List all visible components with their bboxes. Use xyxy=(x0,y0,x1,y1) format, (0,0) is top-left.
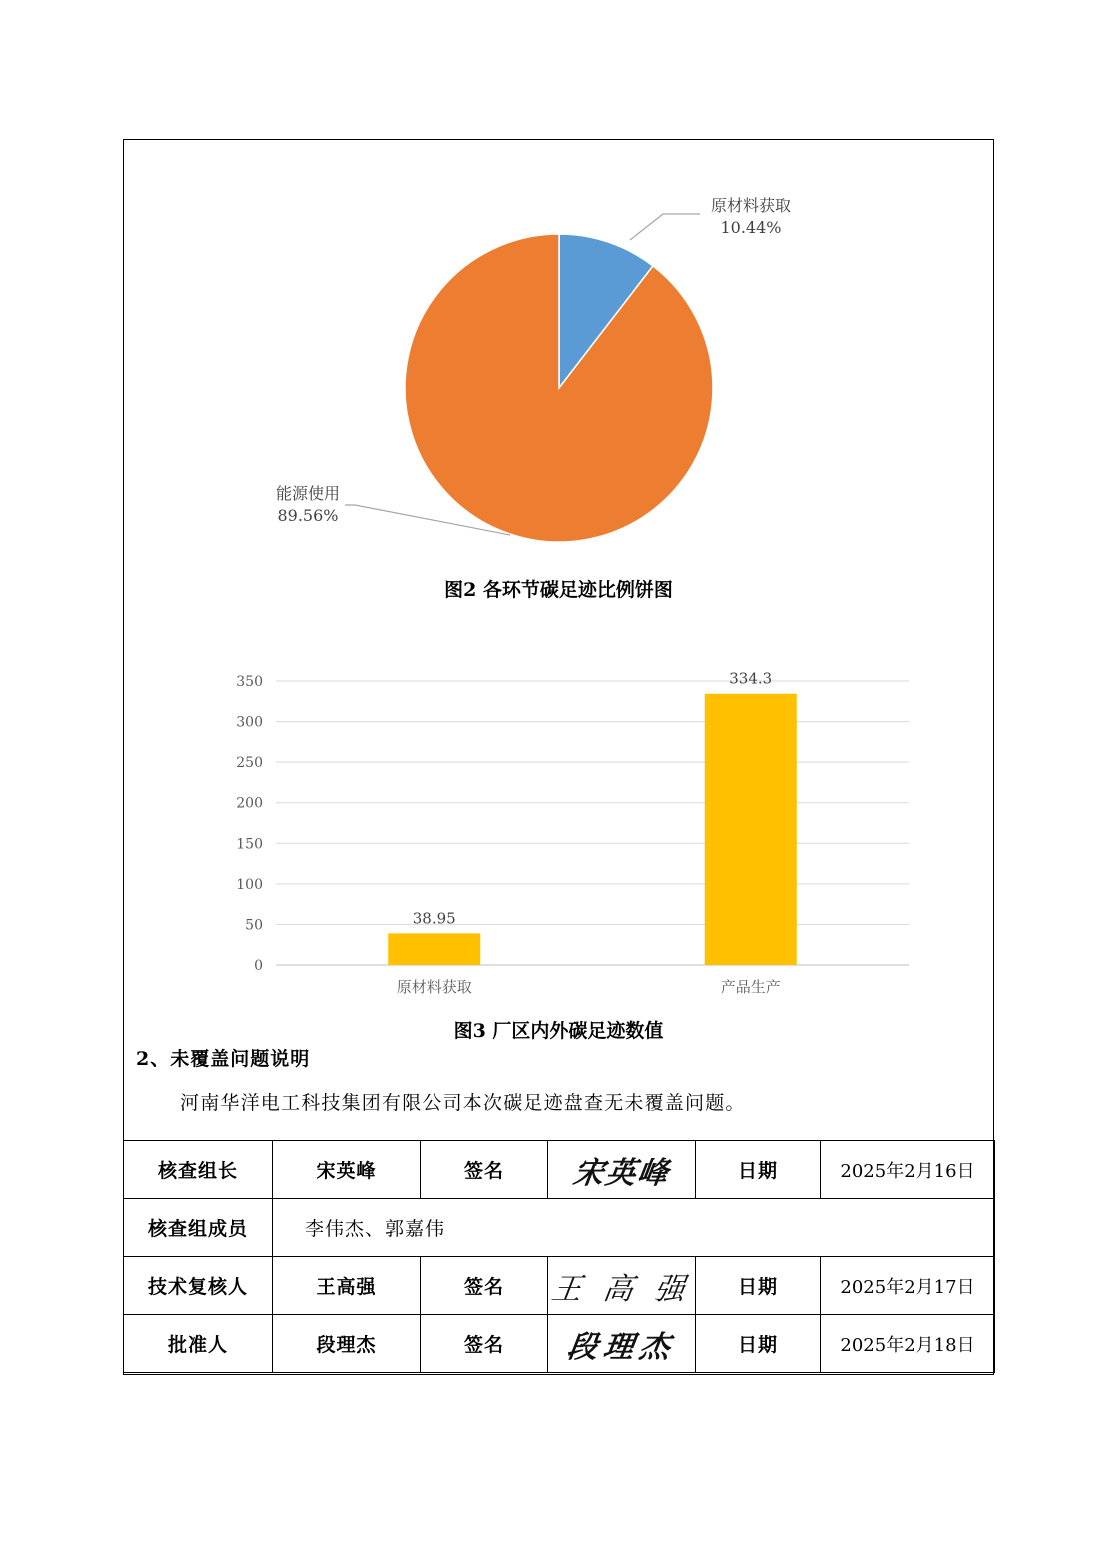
bar-value-label: 334.3 xyxy=(729,669,773,688)
date-value: 2025年2月18日 xyxy=(821,1315,995,1373)
date-value: 2025年2月17日 xyxy=(821,1257,995,1315)
signature-cell xyxy=(548,1141,696,1199)
pie-slice-label: 能源使用 xyxy=(275,484,341,503)
date-value: 2025年2月16日 xyxy=(821,1141,995,1199)
y-tick-label: 150 xyxy=(236,836,263,853)
y-tick-label: 200 xyxy=(236,795,263,812)
table-row xyxy=(124,1199,995,1257)
handwritten-signature: 段理杰 xyxy=(564,1329,678,1365)
table-row xyxy=(124,1315,995,1373)
signature-cell xyxy=(548,1257,696,1315)
table-row xyxy=(124,1141,995,1199)
bar xyxy=(705,694,797,965)
person-name: 王高强 xyxy=(273,1257,421,1315)
sign-label: 签名 xyxy=(421,1315,548,1373)
sign-label: 签名 xyxy=(421,1257,548,1315)
x-tick-label: 原材料获取 xyxy=(396,978,472,996)
y-tick-label: 250 xyxy=(236,755,263,772)
section-heading: 2、未覆盖问题说明 xyxy=(136,1048,311,1070)
role-label: 技术复核人 xyxy=(124,1257,273,1315)
y-tick-label: 0 xyxy=(254,958,263,974)
handwritten-signature: 宋英峰 xyxy=(570,1155,672,1191)
role-label: 核查组成员 xyxy=(124,1199,273,1257)
person-name: 宋英峰 xyxy=(273,1141,421,1199)
bar-caption: 图3 厂区内外碳足迹数值 xyxy=(453,1020,664,1042)
date-label: 日期 xyxy=(696,1141,821,1199)
pie-leader-line xyxy=(630,214,700,240)
y-tick-label: 300 xyxy=(236,714,263,731)
person-name: 段理杰 xyxy=(273,1315,421,1373)
x-tick-label: 产品生产 xyxy=(720,978,781,996)
section-body: 河南华洋电工科技集团有限公司本次碳足迹盘查无未覆盖问题。 xyxy=(180,1092,746,1114)
y-tick-label: 100 xyxy=(236,876,263,893)
signature-table xyxy=(123,1140,995,1373)
pie-slice-percent: 10.44% xyxy=(720,218,782,237)
sign-label: 签名 xyxy=(421,1141,548,1199)
bar xyxy=(388,933,480,965)
pie-caption: 图2 各环节碳足迹比例饼图 xyxy=(444,579,673,601)
bar-value-label: 38.95 xyxy=(412,909,456,928)
y-tick-label: 350 xyxy=(236,674,263,690)
y-tick-label: 50 xyxy=(245,917,263,934)
date-label: 日期 xyxy=(696,1257,821,1315)
pie-slice xyxy=(405,234,713,542)
role-label: 核查组长 xyxy=(124,1141,273,1199)
members-value: 李伟杰、郭嘉伟 xyxy=(273,1199,995,1257)
pie-slice-label: 原材料获取 xyxy=(710,196,792,215)
role-label: 批准人 xyxy=(124,1315,273,1373)
date-label: 日期 xyxy=(696,1315,821,1373)
handwritten-signature: 王 高 强 xyxy=(549,1271,693,1307)
table-row xyxy=(124,1257,995,1315)
signature-cell xyxy=(548,1315,696,1373)
pie-slice-percent: 89.56% xyxy=(277,506,339,525)
